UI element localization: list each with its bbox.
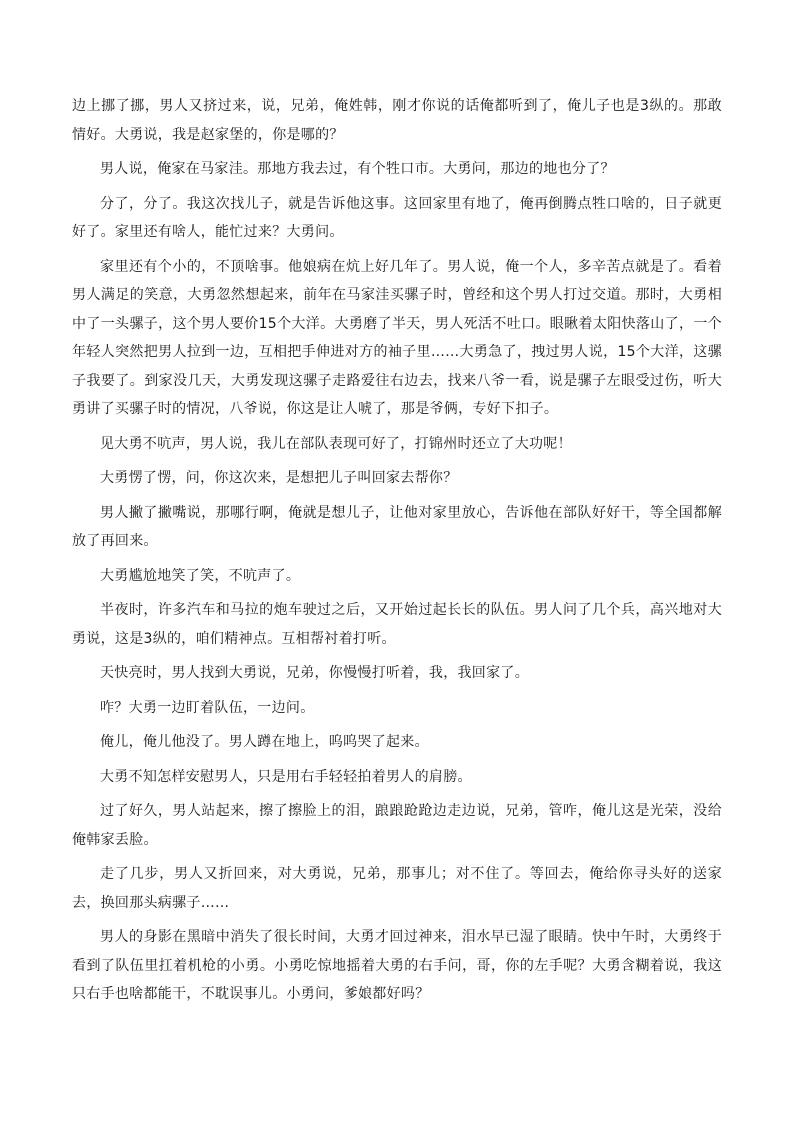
paragraph-5: 见大勇不吭声，男人说，我儿在部队表现可好了，打锦州时还立了大功呢！	[100, 435, 572, 452]
paragraph-13: 大勇不知怎样安慰男人，只是用右手轻轻拍着男人的肩膀。	[100, 768, 472, 785]
paragraph-7: 男人撇了撇嘴说，那哪行啊，俺就是想儿子，让他对家里放心，告诉他在部队好好干，等全国都解放了再回来。	[72, 504, 722, 549]
paragraph-3: 分了，分了。我这次找儿子，就是告诉他这事。这回家里有地了，俺再倒腾点牲口啥的，日子就更好了。家里还有啥人，能忙过来？大勇问。	[72, 195, 722, 240]
paragraph-10: 天快亮时，男人找到大勇说，兄弟，你慢慢打听着，我，我回家了。	[100, 665, 529, 681]
paragraph-11: 咋？大勇一边盯着队伍，一边问。	[100, 699, 315, 716]
paragraph-6: 大勇愣了愣，问，你这次来，是想把儿子叫回家去帮你？	[100, 470, 458, 486]
paragraph-8: 大勇尴尬地笑了笑，不吭声了。	[100, 567, 301, 584]
paragraph-4: 家里还有个小的，不顶啥事。他娘病在炕上好几年了。男人说，俺一个人，多辛苦点就是了。看着男人满足的笑意，大勇忽然想起来，前年在马家洼买骡子时，曾经和这个男人打过交道。那时，大勇相中了一头骡子，这个男人要价15个大洋。大勇磨了半天，男人死活不吐口。眼瞅着太阳快落山了，一个年轻人突然把男人拉到一边，互相把手伸进对方的袖子里……大勇急了，拽过男人说，15个大洋，这骡子我要了。到家没几天，大勇发现这骡子走路爱往右边去，找来八爷一看，说是骡子左眼受过伤，听大勇讲了买骡子时的情况，八爷说，你这是让人唬了，那是爷俩，专好下扣子。	[72, 258, 722, 417]
paragraph-16: 男人的身影在黑暗中消失了很长时间，大勇才回过神来，泪水早已湿了眼睛。快中午时，大勇终于看到了队伍里扛着机枪的小勇。小勇吃惊地摇着大勇的右手问，哥，你的左手呢？大勇含糊着说，我这只右手也啥都能干，不耽误事儿。小勇问，爹娘都好吗？	[72, 929, 722, 1002]
paragraph-15: 走了几步，男人又折回来，对大勇说，兄弟，那事儿；对不住了。等回去，俺给你寻头好的送家去，换回那头病骡子……	[72, 866, 722, 911]
paragraph-9: 半夜时，许多汽车和马拉的炮车驶过之后，又开始过起长长的队伍。男人问了几个兵，高兴地对大勇说，这是3纵的，咱们精神点。互相帮衬着打听。	[72, 602, 722, 647]
paragraph-1: 边上挪了挪，男人又挤过来，说，兄弟，俺姓韩，刚才你说的话俺都听到了，俺儿子也是3纵的。那敢情好。大勇说，我是赵家堡的，你是哪的？	[72, 98, 722, 143]
story-text	[72, 92, 722, 1009]
paragraph-2: 男人说，俺家在马家洼。那地方我去过，有个牲口市。大勇问，那边的地也分了？	[100, 161, 615, 177]
paragraph-14: 过了好久，男人站起来，擦了擦脸上的泪，踉踉跄跄边走边说，兄弟，管咋，俺儿这是光荣，没给俺韩家丢脸。	[72, 803, 722, 848]
paragraph-12: 俺儿，俺儿他没了。男人蹲在地上，呜呜哭了起来。	[100, 734, 429, 750]
